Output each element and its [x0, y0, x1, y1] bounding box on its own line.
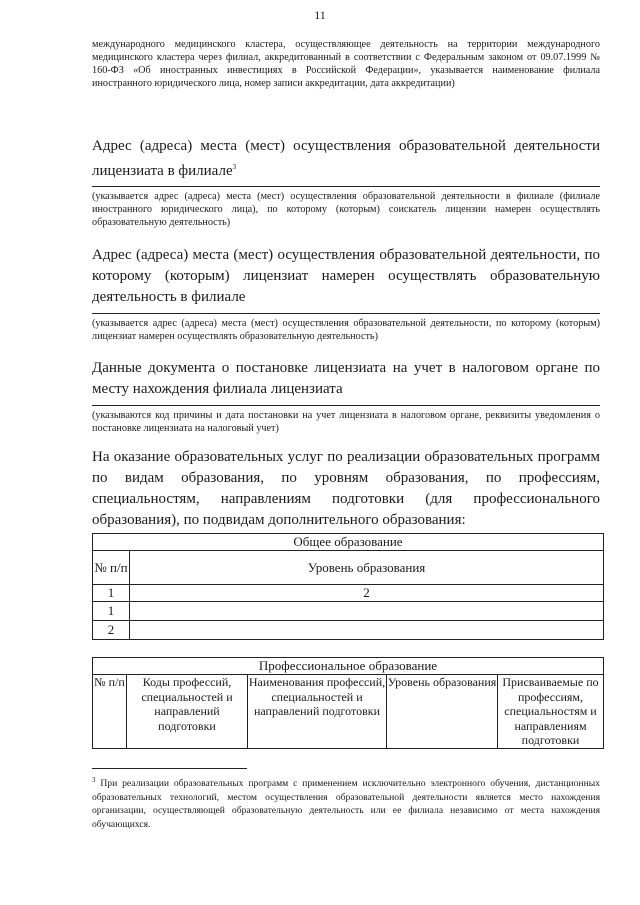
table-row-number: 2 — [93, 621, 130, 640]
page-number: 11 — [314, 8, 326, 22]
fill-line — [92, 186, 600, 187]
footnote-reference: 3 — [232, 163, 237, 171]
professional-education-table — [92, 657, 604, 749]
footnote: $^3$ При реализации образовательных программ с применением исключительно электронного обучения, дистанционных образовательных технологий, местом осуществления образовательной деятельности является место нахождения организации, осуществляющей образовательную деятельность или ее филиала независимо от места нахождения обучающихся. — [92, 776, 600, 830]
fill-line — [92, 313, 600, 314]
col-level-header: Уровень образования — [387, 675, 498, 749]
section-note: (указывается адрес (адреса) места (мест) осуществления образовательной деятельности, по которому (которым) лицензиат намерен осуществлять образовательную деятельность) — [92, 318, 600, 342]
general-education-table — [92, 533, 604, 640]
section-note: (указываются код причины и дата постановки на учет лицензиата в налоговом органе, реквизиты уведомления о постановке лицензиата на налоговый учет) — [92, 410, 600, 434]
col-codes-header: Коды профессий, специальностей и направлений подготовки — [127, 675, 248, 749]
col-level-header: Уровень образования — [130, 551, 604, 585]
fill-line — [92, 405, 600, 406]
footnote-divider — [92, 768, 247, 769]
table-title: Профессиональное образование — [93, 658, 604, 675]
section-heading-branch-address: Адрес (адреса) места (мест) осуществления образовательной деятельности лицензиата в филиале$^3$ — [92, 138, 600, 179]
col-number-header: № п/п — [93, 551, 130, 585]
section-note: (указывается адрес (адреса) места (мест) осуществления образовательной деятельности в филиале (филиале иностранного юридического лица), по которому (которым) соискатель лицензии намерен осуществлять образовательную деятельность) — [92, 191, 600, 228]
services-paragraph: На оказание образовательных услуг по реализации образовательных программ по видам образования, по уровням образования, по профессиям, специальностям, направлениям подготовки (для профессионального образования), по подвидам дополнительного образования: — [92, 449, 600, 528]
intro-note: международного медицинского кластера, осуществляющее деятельность на территории международного медицинского кластера через филиал, аккредитованный в соответствии с Федеральным законом от 09.07.1999 № 160-ФЗ «Об иностранных инвестициях в Российской Федерации», указывается наименование филиала иностранного юридического лица, номер записи аккредитации, дата аккредитации) — [92, 39, 600, 89]
table-row-number: 1 — [93, 602, 130, 621]
table-index-cell: 1 — [93, 585, 130, 602]
col-names-header: Наименования профессий, специальностей и направлений подготовки — [248, 675, 387, 749]
table-title: Общее образование — [93, 534, 604, 551]
col-number-header: № п/п — [93, 675, 127, 749]
section-heading-tax-registration: Данные документа о постановке лицензиата на учет в налоговом органе по месту нахождения филиала лицензиата — [92, 360, 600, 397]
table-index-cell: 2 — [130, 585, 604, 602]
col-assigned-header: Присваиваемые по профессиям, специальностям и направлениям подготовки — [498, 675, 604, 749]
table-row-value — [130, 602, 604, 621]
table-row-value — [130, 621, 604, 640]
footnote-mark: 3 — [92, 776, 96, 784]
section-heading-activity-address: Адрес (адреса) места (мест) осуществления образовательной деятельности, по которому (которым) лицензиат намерен осуществлять образовательную деятельность в филиале — [92, 247, 600, 305]
